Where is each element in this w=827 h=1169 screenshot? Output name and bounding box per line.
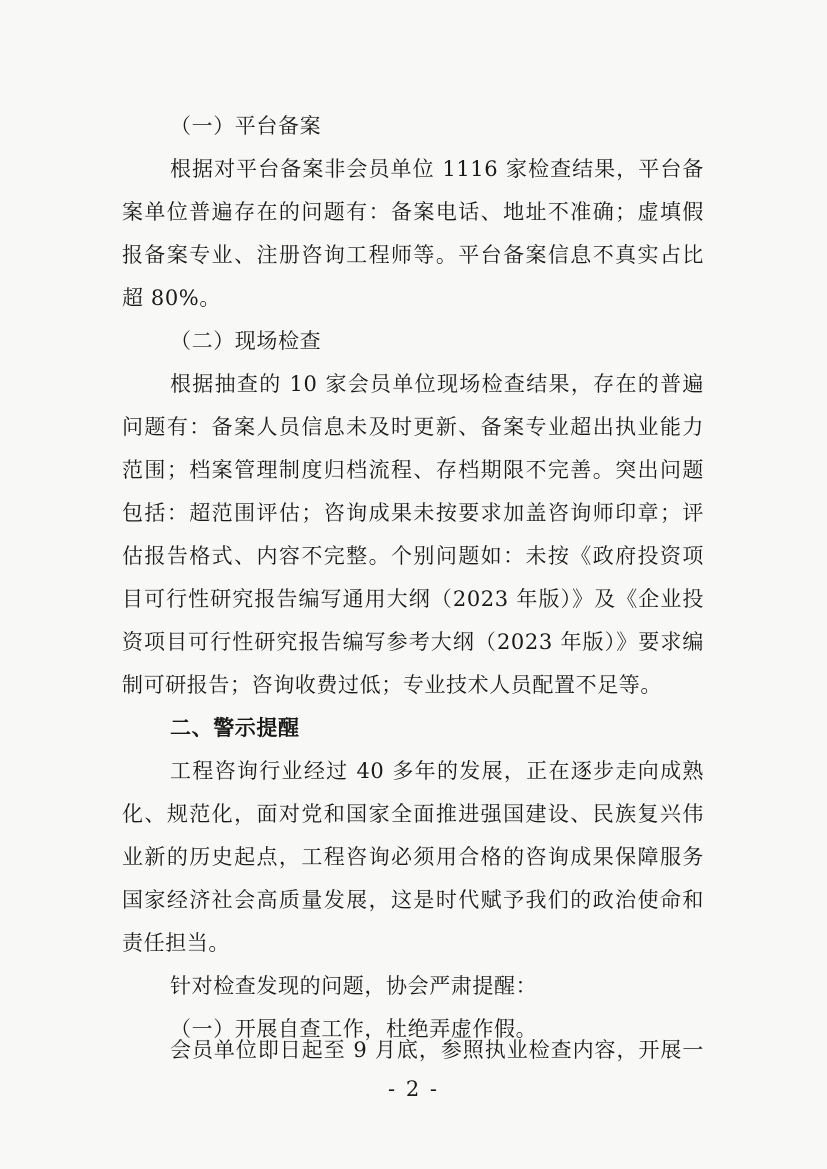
chapter-heading: 二、警示提醒 (170, 715, 300, 740)
paragraph-line: 国家经济社会高质量发展，这是时代赋予我们的政治使命和 (122, 888, 704, 912)
paragraph-line: 估报告格式、内容不完整。个别问题如：未按《政府投资项 (122, 544, 704, 568)
paragraph-line: 工程咨询行业经过 40 多年的发展，正在逐步走向成熟 (170, 759, 704, 783)
paragraph-line: 责任担当。 (122, 931, 230, 955)
paragraph-line: 制可研报告；咨询收费过低；专业技术人员配置不足等。 (122, 673, 662, 697)
paragraph-line: 针对检查发现的问题，协会严肃提醒： (170, 974, 538, 998)
paragraph-line: 包括：超范围评估；咨询成果未按要求加盖咨询师印章；评 (122, 501, 704, 525)
paragraph-line: 根据对平台备案非会员单位 1116 家检查结果，平台备 (170, 157, 704, 181)
paragraph-line: 资项目可行性研究报告编写参考大纲（2023 年版）》要求编 (122, 630, 704, 654)
section-heading: （一）平台备案 (170, 114, 322, 138)
paragraph-line: 案单位普遍存在的问题有：备案电话、地址不准确；虚填假 (122, 200, 704, 224)
paragraph-line: 目可行性研究报告编写通用大纲（2023 年版）》及《企业投 (122, 587, 704, 611)
paragraph-line: 化、规范化，面对党和国家全面推进强国建设、民族复兴伟 (122, 802, 704, 826)
paragraph-line: 问题有：备案人员信息未及时更新、备案专业超出执业能力 (122, 415, 704, 439)
paragraph-line: 根据抽查的 10 家会员单位现场检查结果，存在的普遍 (170, 372, 704, 396)
section-heading: （一）开展自查工作，杜绝弄虚作假。 (170, 1017, 538, 1041)
paragraph-line: 报备案专业、注册咨询工程师等。平台备案信息不真实占比 (122, 243, 704, 267)
paragraph-line: 范围；档案管理制度归档流程、存档期限不完善。突出问题 (122, 458, 704, 482)
paragraph-line: 超 80%。 (122, 286, 221, 310)
section-heading: （二）现场检查 (170, 329, 322, 353)
paragraph-line: 业新的历史起点，工程咨询必须用合格的咨询成果保障服务 (122, 845, 704, 869)
page-number: - 2 - (388, 1077, 439, 1101)
paragraph-line: 会员单位即日起至 9 月底，参照执业检查内容，开展一 (170, 1038, 704, 1062)
